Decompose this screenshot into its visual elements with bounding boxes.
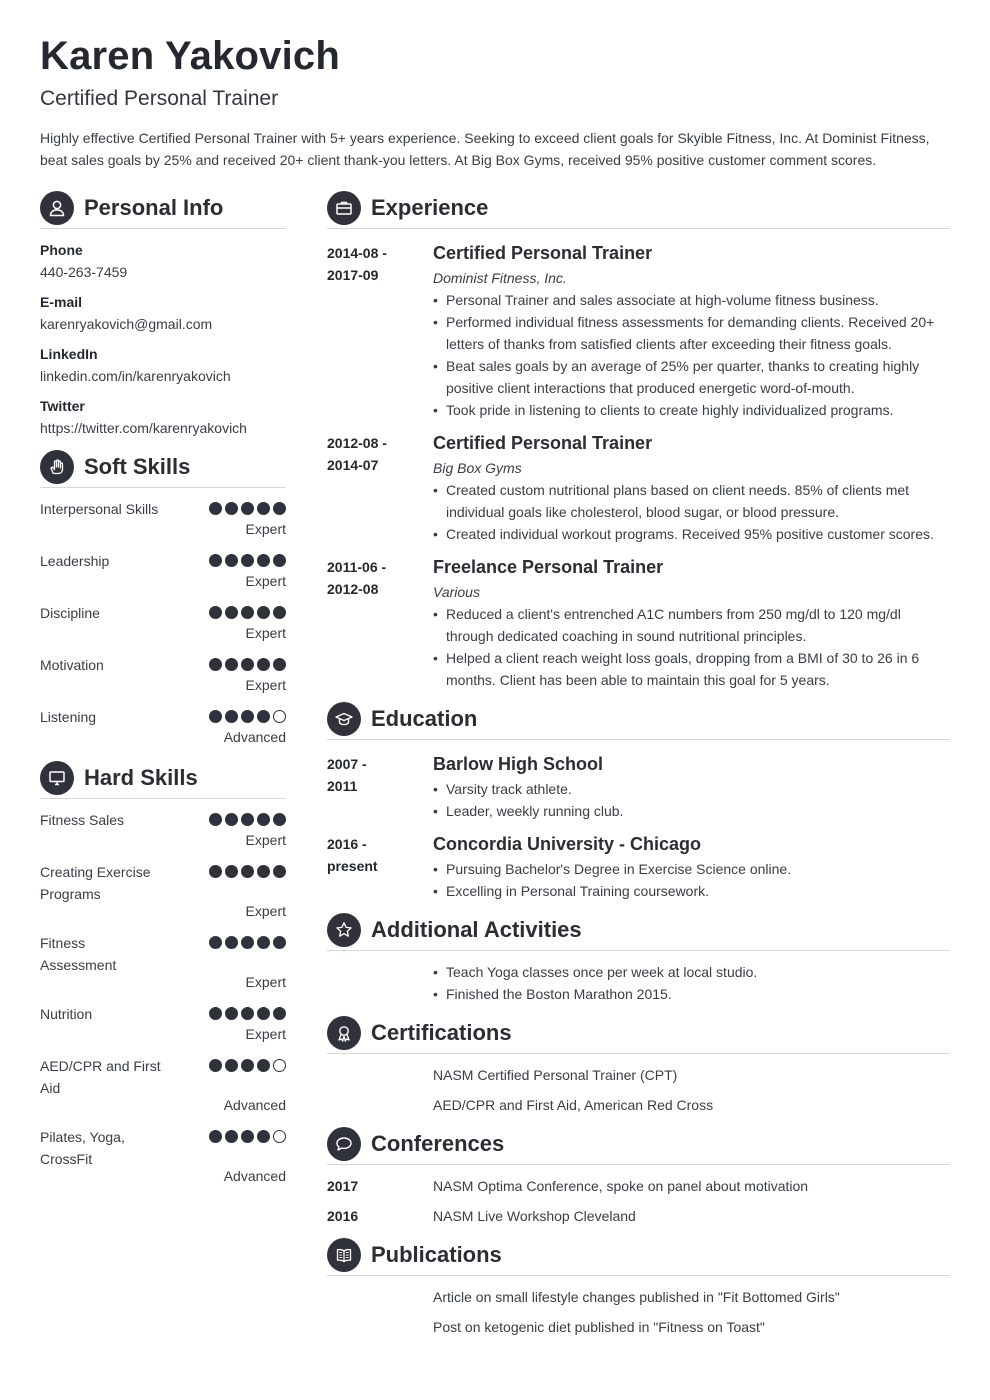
rating-dot-filled: [225, 554, 238, 567]
rating-dot-filled: [225, 1059, 238, 1072]
rating-dot-filled: [209, 936, 222, 949]
section-divider: [327, 739, 950, 740]
skill-rating: [209, 1059, 286, 1072]
linkedin-label: LinkedIn: [40, 346, 98, 362]
rating-dot-filled: [273, 865, 286, 878]
skill-level: Expert: [245, 625, 286, 641]
job-bullets: [433, 603, 950, 691]
list-item: • Finished the Boston Marathon 2015.: [433, 983, 950, 1005]
rating-dot-filled: [209, 502, 222, 515]
skill-name: Interpersonal Skills: [40, 501, 159, 517]
list-item: • Teach Yoga classes once per week at local studio.: [433, 961, 950, 983]
section-title: Hard Skills: [84, 765, 198, 790]
star-icon: [327, 913, 361, 947]
candidate-role: Certified Personal Trainer: [40, 87, 279, 110]
skill-name: Listening: [40, 709, 97, 725]
briefcase-icon: [327, 191, 361, 225]
list-item: • Took pride in listening to clients to create highly individualized programs.: [433, 399, 950, 421]
rating-dot-filled: [257, 1007, 270, 1020]
rating-dot-filled: [225, 865, 238, 878]
rating-dot-filled: [209, 554, 222, 567]
rating-dot-filled: [273, 658, 286, 671]
skill-name: Pilates, Yoga, CrossFit: [40, 1129, 125, 1167]
list-item: • Created individual workout programs. Received 95% positive customer scores.: [433, 523, 950, 545]
user-icon: [40, 191, 74, 225]
rating-dot-empty: [273, 710, 286, 723]
publication-item: Post on ketogenic diet published in "Fitness on Toast": [433, 1319, 765, 1335]
skill-level: Expert: [245, 521, 286, 537]
job-date-start: 2011-06 -: [327, 559, 387, 575]
rating-dot-filled: [241, 865, 254, 878]
rating-dot-filled: [209, 710, 222, 723]
job-bullets: [433, 289, 950, 421]
list-item: • Pursuing Bachelor's Degree in Exercise Science online.: [433, 858, 950, 880]
skill-name: Discipline: [40, 605, 100, 621]
section-title: Additional Activities: [371, 917, 582, 942]
skill-level: Advanced: [223, 729, 286, 745]
school-name: Concordia University - Chicago: [433, 834, 702, 854]
edu-date-start: 2007 -: [327, 756, 367, 772]
rating-dot-filled: [241, 710, 254, 723]
job-company: Big Box Gyms: [433, 460, 522, 476]
job-date-start: 2012-08 -: [327, 435, 387, 451]
certification-item: AED/CPR and First Aid, American Red Cross: [433, 1097, 714, 1113]
rating-dot-filled: [225, 502, 238, 515]
award-icon: [327, 1016, 361, 1050]
rating-dot-filled: [257, 865, 270, 878]
section-title: Experience: [371, 195, 489, 220]
conference-year: 2016: [327, 1208, 359, 1224]
job-date-end: 2012-08: [327, 581, 379, 597]
rating-dot-filled: [225, 1007, 238, 1020]
rating-dot-filled: [257, 502, 270, 515]
hand-icon: [40, 450, 74, 484]
rating-dot-filled: [257, 936, 270, 949]
section-title: Conferences: [371, 1131, 505, 1156]
school-name: Barlow High School: [433, 754, 604, 774]
twitter-value: https://twitter.com/karenryakovich: [40, 420, 247, 436]
skill-rating: [209, 865, 286, 878]
certifications-header: [327, 1013, 512, 1053]
job-title: Freelance Personal Trainer: [433, 557, 664, 577]
skill-rating: [209, 1130, 286, 1143]
rating-dot-filled: [209, 813, 222, 826]
job-date-start: 2014-08 -: [327, 245, 387, 261]
skill-name: Fitness Assessment: [40, 935, 117, 973]
section-title: Soft Skills: [84, 454, 191, 479]
hard-skills-header: [40, 758, 198, 798]
skill-rating: [209, 502, 286, 515]
rating-dot-filled: [273, 606, 286, 619]
list-item: • Created custom nutritional plans based on client needs. 85% of clients met individual goals like cholesterol, blood sugar, or blood pressure.: [433, 479, 950, 523]
phone-label: Phone: [40, 242, 83, 258]
section-divider: [327, 1053, 950, 1054]
experience-header: [327, 188, 488, 228]
skill-level: Advanced: [223, 1097, 286, 1113]
certification-item: NASM Certified Personal Trainer (CPT): [433, 1067, 678, 1083]
job-date-end: 2014-07: [327, 457, 379, 473]
conferences-header: [327, 1124, 504, 1164]
conference-text: NASM Optima Conference, spoke on panel about motivation: [433, 1178, 809, 1194]
skill-rating: [209, 710, 286, 723]
rating-dot-filled: [209, 658, 222, 671]
rating-dot-filled: [273, 1007, 286, 1020]
activities-header: [327, 910, 582, 950]
rating-dot-filled: [241, 554, 254, 567]
job-bullets: [433, 479, 950, 545]
job-title: Certified Personal Trainer: [433, 433, 653, 453]
publications-header: [327, 1235, 502, 1275]
candidate-name: Karen Yakovich: [40, 34, 341, 78]
rating-dot-filled: [257, 658, 270, 671]
skill-name: Fitness Sales: [40, 812, 125, 828]
rating-dot-filled: [273, 554, 286, 567]
rating-dot-filled: [257, 710, 270, 723]
section-divider: [40, 798, 286, 799]
phone-value: 440-263-7459: [40, 264, 128, 280]
section-divider: [327, 228, 950, 229]
section-divider: [327, 1164, 950, 1165]
section-title: Certifications: [371, 1020, 512, 1045]
edu-date-end: 2011: [327, 778, 358, 794]
skill-level: Expert: [245, 1026, 286, 1042]
rating-dot-filled: [257, 606, 270, 619]
edu-bullets: [433, 778, 950, 822]
soft-skills-header: [40, 447, 190, 487]
rating-dot-filled: [225, 813, 238, 826]
rating-dot-filled: [257, 1059, 270, 1072]
skill-level: Expert: [245, 677, 286, 693]
publication-item: Article on small lifestyle changes published in "Fit Bottomed Girls": [433, 1289, 840, 1305]
skill-rating: [209, 813, 286, 826]
rating-dot-filled: [241, 1007, 254, 1020]
list-item: • Beat sales goals by an average of 25% per quarter, thanks to creating highly positive client interactions that produced energetic word-of-mouth.: [433, 355, 950, 399]
book-icon: [327, 1238, 361, 1272]
skill-level: Expert: [245, 573, 286, 589]
section-title: Education: [371, 706, 478, 731]
rating-dot-filled: [209, 1059, 222, 1072]
list-item: • Helped a client reach weight loss goals, dropping from a BMI of 30 to 26 in 6 months. Client has been able to maintain this goal for 5 years.: [433, 647, 950, 691]
conference-year: 2017: [327, 1178, 359, 1194]
rating-dot-filled: [241, 1130, 254, 1143]
skill-rating: [209, 658, 286, 671]
edu-date-end: present: [327, 858, 378, 874]
rating-dot-filled: [241, 936, 254, 949]
linkedin-value: linkedin.com/in/karenryakovich: [40, 368, 231, 384]
rating-dot-filled: [241, 1059, 254, 1072]
rating-dot-filled: [209, 1130, 222, 1143]
rating-dot-filled: [225, 1130, 238, 1143]
rating-dot-filled: [273, 813, 286, 826]
job-company: Various: [433, 584, 480, 600]
rating-dot-filled: [241, 813, 254, 826]
skill-level: Expert: [245, 903, 286, 919]
education-header: [327, 699, 477, 739]
list-item: • Performed individual fitness assessments for demanding clients. Received 20+ letters of thanks from satisfied clients after exceeding their fitness goals.: [433, 311, 950, 355]
section-title: Personal Info: [84, 195, 224, 220]
section-title: Publications: [371, 1242, 502, 1267]
list-item: • Reduced a client's entrenched A1C numbers from 250 mg/dl to 120 mg/dl through dedicated coaching in sound nutritional principles.: [433, 603, 950, 647]
skill-name: Nutrition: [40, 1006, 93, 1022]
section-divider: [327, 950, 950, 951]
job-company: Dominist Fitness, Inc.: [433, 270, 567, 286]
email-label: E-mail: [40, 294, 83, 310]
job-title: Certified Personal Trainer: [433, 243, 653, 263]
monitor-icon: [40, 761, 74, 795]
rating-dot-filled: [209, 1007, 222, 1020]
skill-level: Advanced: [223, 1168, 286, 1184]
skill-name: Motivation: [40, 657, 104, 673]
edu-date-start: 2016 -: [327, 836, 367, 852]
rating-dot-filled: [225, 606, 238, 619]
skill-level: Expert: [245, 974, 286, 990]
section-divider: [40, 487, 286, 488]
email-value: karenryakovich@gmail.com: [40, 316, 213, 332]
rating-dot-filled: [225, 658, 238, 671]
skill-name: Leadership: [40, 553, 110, 569]
rating-dot-filled: [257, 1130, 270, 1143]
skill-rating: [209, 606, 286, 619]
list-item: • Leader, weekly running club.: [433, 800, 950, 822]
activities-bullets: [433, 961, 950, 1005]
job-date-end: 2017-09: [327, 267, 379, 283]
skill-rating: [209, 936, 286, 949]
rating-dot-filled: [257, 554, 270, 567]
skill-name: AED/CPR and First Aid: [40, 1058, 161, 1096]
section-divider: [327, 1275, 950, 1276]
skill-level: Expert: [245, 832, 286, 848]
list-item: • Personal Trainer and sales associate at high-volume fitness business.: [433, 289, 950, 311]
list-item: • Excelling in Personal Training coursework.: [433, 880, 950, 902]
speech-bubble-icon: [327, 1127, 361, 1161]
rating-dot-filled: [225, 936, 238, 949]
skill-rating: [209, 1007, 286, 1020]
graduation-cap-icon: [327, 702, 361, 736]
rating-dot-filled: [241, 658, 254, 671]
rating-dot-filled: [209, 865, 222, 878]
rating-dot-filled: [257, 813, 270, 826]
skill-rating: [209, 554, 286, 567]
conference-text: NASM Live Workshop Cleveland: [433, 1208, 636, 1224]
rating-dot-filled: [225, 710, 238, 723]
rating-dot-filled: [273, 502, 286, 515]
section-divider: [40, 228, 286, 229]
rating-dot-filled: [241, 502, 254, 515]
rating-dot-filled: [241, 606, 254, 619]
summary-paragraph: Highly effective Certified Personal Trainer with 5+ years experience. Seeking to exceed client goals for Skyible Fitness, Inc. At Dominist Fitness, beat sales goals by 25% and received 20+ client thank-you letters. At Big Box Gyms, received 95% positive customer comment scores.: [40, 130, 930, 168]
skill-name: Creating Exercise Programs: [40, 864, 151, 902]
edu-bullets: [433, 858, 950, 902]
personal-info-header: [40, 188, 223, 228]
twitter-label: Twitter: [40, 398, 85, 414]
rating-dot-filled: [273, 936, 286, 949]
rating-dot-filled: [209, 606, 222, 619]
list-item: • Varsity track athlete.: [433, 778, 950, 800]
rating-dot-empty: [273, 1059, 286, 1072]
rating-dot-empty: [273, 1130, 286, 1143]
